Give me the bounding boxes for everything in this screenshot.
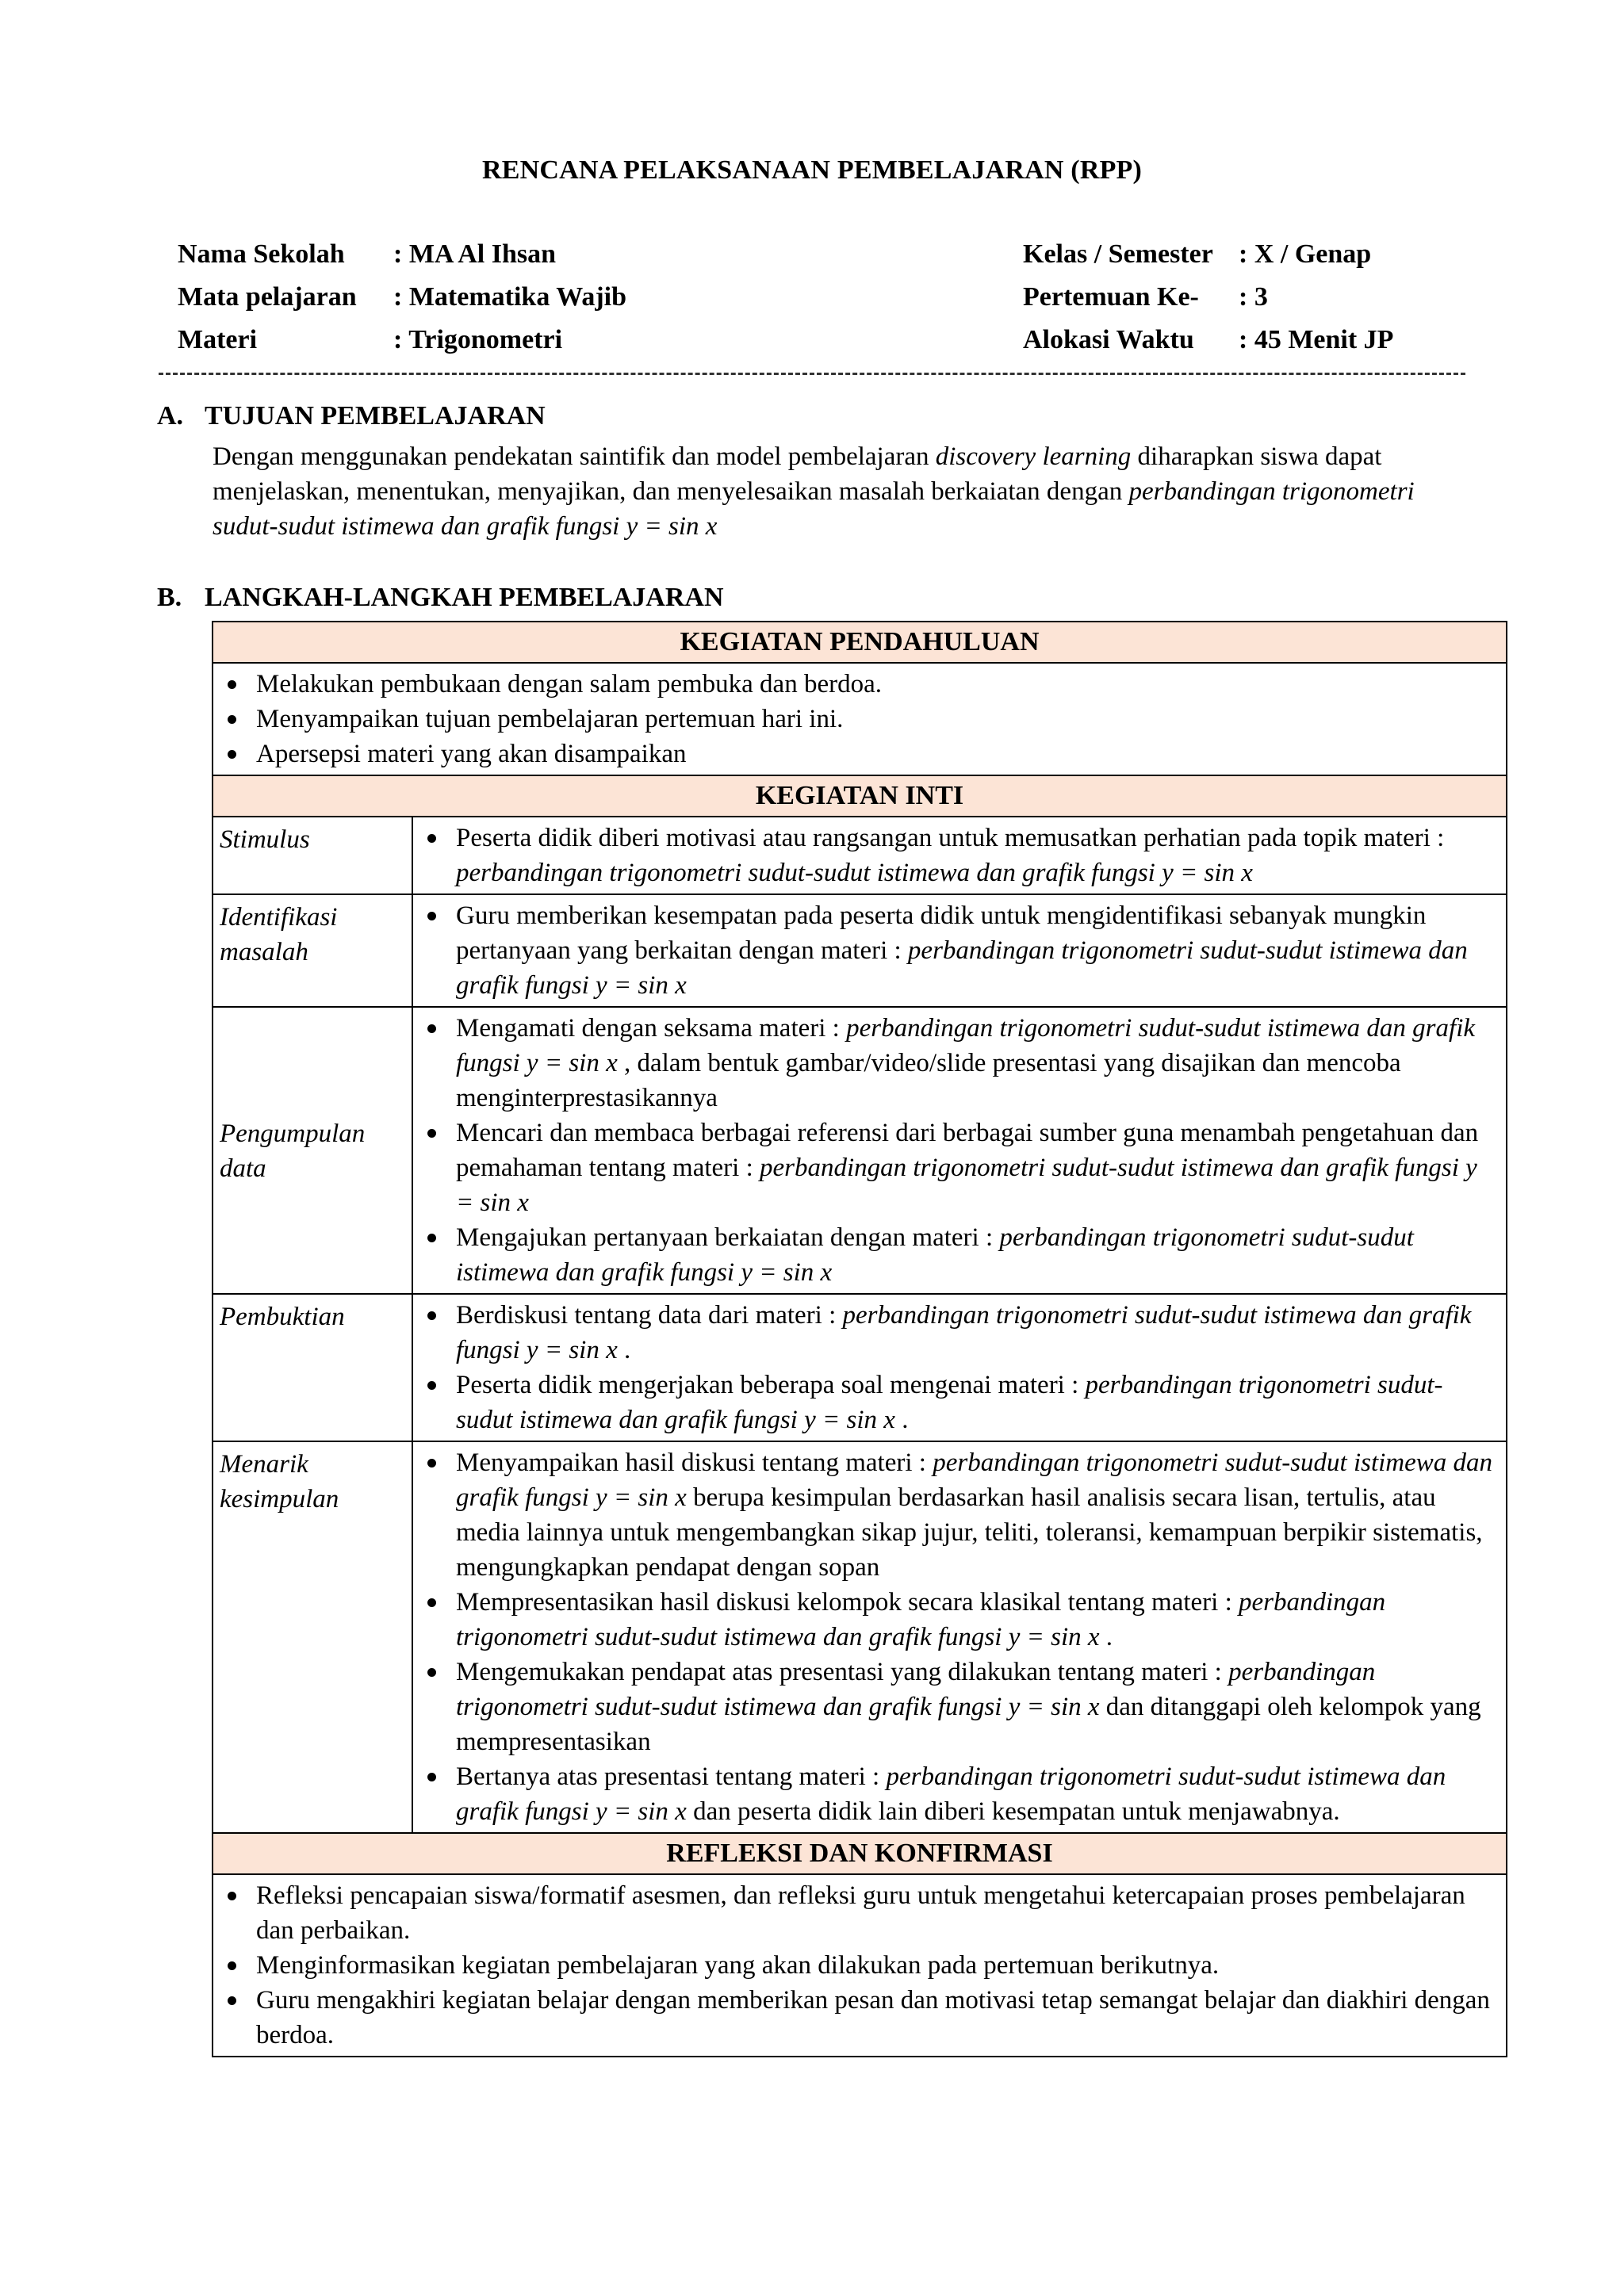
- list-item: Bertanya atas presentasi tentang materi : perbandingan trigonometri sudut-sudut istimewa dan grafik fungsi y = sin x dan peserta didik lain diberi kesempatan untuk menjawabnya.: [421, 1759, 1498, 1829]
- header-left: [178, 233, 626, 362]
- table-row: [213, 1441, 1507, 1833]
- phase-label: Pembuktian: [213, 1294, 412, 1441]
- section-b-heading: [157, 583, 724, 613]
- list-item: Mempresentasikan hasil diskusi kelompok secara klasikal tentang materi : perbandingan trigonometri sudut-sudut istimewa dan grafik fungsi y = sin x .: [421, 1585, 1498, 1655]
- phase-content: [412, 817, 1507, 894]
- header-value: : 45 Menit JP: [1239, 325, 1394, 354]
- header-value: : MA Al Ihsan: [393, 239, 556, 269]
- header-value: : X / Genap: [1239, 239, 1372, 269]
- header-label: Kelas / Semester: [1023, 239, 1213, 269]
- header-row-class: [1023, 233, 1393, 276]
- italic-text: perbandingan trigonometri sudut-sudut istimewa dan grafik fungsi y = sin x: [213, 477, 1415, 541]
- header-row-topic: [178, 319, 626, 362]
- phase-content: [412, 1441, 1507, 1833]
- table-row: [213, 817, 1507, 894]
- phase-content: [412, 1007, 1507, 1294]
- document-title: RENCANA PELAKSANAAN PEMBELAJARAN (RPP): [481, 155, 1143, 185]
- phase-content: [412, 894, 1507, 1007]
- section-letter: A.: [157, 401, 184, 430]
- table-row: [213, 1007, 1507, 1294]
- list-item: Peserta didik diberi motivasi atau rangsangan untuk memusatkan perhatian pada topik materi : perbandingan trigonometri sudut-sudut istimewa dan grafik fungsi y = sin x: [421, 821, 1498, 890]
- header-row-school: [178, 233, 626, 276]
- tujuan-paragraph: [213, 439, 1465, 544]
- header-value: : 3: [1239, 282, 1268, 312]
- header-label: Nama Sekolah: [178, 239, 345, 269]
- list-item: Menyampaikan tujuan pembelajaran pertemuan hari ini.: [220, 702, 1498, 737]
- header-label: Materi: [178, 325, 258, 354]
- header-row-meeting: [1023, 276, 1393, 319]
- table-row: [213, 894, 1507, 1007]
- phase-label: Menarik kesimpulan: [213, 1441, 412, 1833]
- list-item: Menginformasikan kegiatan pembelajaran yang akan dilakukan pada pertemuan berikutnya.: [220, 1948, 1498, 1983]
- header-label: Mata pelajaran: [178, 282, 357, 312]
- list-item: Apersepsi materi yang akan disampaikan: [220, 737, 1498, 771]
- section-a-heading: [157, 401, 546, 431]
- table-row: [213, 1294, 1507, 1441]
- list-item: Mencari dan membaca berbagai referensi dari berbagai sumber guna menambah pengetahuan dan pemahaman tentang materi : perbandingan trigonometri sudut-sudut istimewa dan grafik fungsi y = sin x: [421, 1115, 1498, 1220]
- header-row-subject: [178, 276, 626, 319]
- refleksi-cell: [213, 1874, 1507, 2057]
- text: diharapkan siswa dapat menjelaskan, menentukan, menyajikan, dan menyelesaikan masalah berkaiatan dengan: [213, 442, 1382, 506]
- text: Dengan menggunakan pendekatan saintifik dan model pembelajaran: [213, 442, 936, 471]
- phase-label: Pengumpulan data: [213, 1007, 412, 1294]
- list-item: Melakukan pembukaan dengan salam pembuka dan berdoa.: [220, 667, 1498, 702]
- list-item: Guru mengakhiri kegiatan belajar dengan memberikan pesan dan motivasi tetap semangat belajar dan diakhiri dengan berdoa.: [220, 1983, 1498, 2053]
- list-item: Refleksi pencapaian siswa/formatif asesmen, dan refleksi guru untuk mengetahui ketercapaian proses pembelajaran dan perbaikan.: [220, 1878, 1498, 1948]
- section-title: LANGKAH-LANGKAH PEMBELAJARAN: [205, 583, 724, 612]
- list-item: Peserta didik mengerjakan beberapa soal mengenai materi : perbandingan trigonometri sudut-sudut istimewa dan grafik fungsi y = sin x .: [421, 1368, 1498, 1437]
- header-value: : Matematika Wajib: [393, 282, 627, 312]
- pendahuluan-cell: [213, 663, 1507, 775]
- band-pendahuluan: KEGIATAN PENDAHULUAN: [213, 622, 1507, 663]
- list-item: Mengemukakan pendapat atas presentasi yang dilakukan tentang materi : perbandingan trigonometri sudut-sudut istimewa dan grafik fungsi y = sin x dan ditanggapi oleh kelompok yang mempresentasikan: [421, 1655, 1498, 1759]
- header-value: : Trigonometri: [393, 325, 563, 354]
- header-label: Pertemuan Ke-: [1023, 282, 1199, 312]
- section-title: TUJUAN PEMBELAJARAN: [205, 401, 546, 430]
- phase-label: Identifikasi masalah: [213, 894, 412, 1007]
- list-item: Mengajukan pertanyaan berkaiatan dengan materi : perbandingan trigonometri sudut-sudut istimewa dan grafik fungsi y = sin x: [421, 1220, 1498, 1290]
- header-right: [1023, 233, 1393, 362]
- header-row-time: [1023, 319, 1393, 362]
- list-item: Berdiskusi tentang data dari materi : perbandingan trigonometri sudut-sudut istimewa dan grafik fungsi y = sin x .: [421, 1298, 1498, 1368]
- band-refleksi: REFLEKSI DAN KONFIRMASI: [213, 1833, 1507, 1874]
- italic-text: discovery learning: [935, 442, 1132, 471]
- dashed-divider: [159, 373, 1465, 375]
- section-letter: B.: [157, 583, 182, 612]
- learning-steps-table: [212, 621, 1507, 2057]
- list-item: Mengamati dengan seksama materi : perbandingan trigonometri sudut-sudut istimewa dan grafik fungsi y = sin x , dalam bentuk gambar/video/slide presentasi yang disajikan dan mencoba menginterprestasikannya: [421, 1011, 1498, 1115]
- list-item: Guru memberikan kesempatan pada peserta didik untuk mengidentifikasi sebanyak mungkin pertanyaan yang berkaitan dengan materi : perbandingan trigonometri sudut-sudut istimewa dan grafik fungsi y = sin x: [421, 898, 1498, 1003]
- phase-content: [412, 1294, 1507, 1441]
- band-inti: KEGIATAN INTI: [213, 775, 1507, 817]
- list-item: Menyampaikan hasil diskusi tentang materi : perbandingan trigonometri sudut-sudut istimewa dan grafik fungsi y = sin x berupa kesimpulan berdasarkan hasil analisis secara lisan, tertulis, atau media lainnya untuk mengembangkan sikap jujur, teliti, toleransi, kemampuan berpikir sistematis, mengungkapkan pendapat dengan sopan: [421, 1445, 1498, 1585]
- phase-label: Stimulus: [213, 817, 412, 894]
- header-label: Alokasi Waktu: [1023, 325, 1194, 354]
